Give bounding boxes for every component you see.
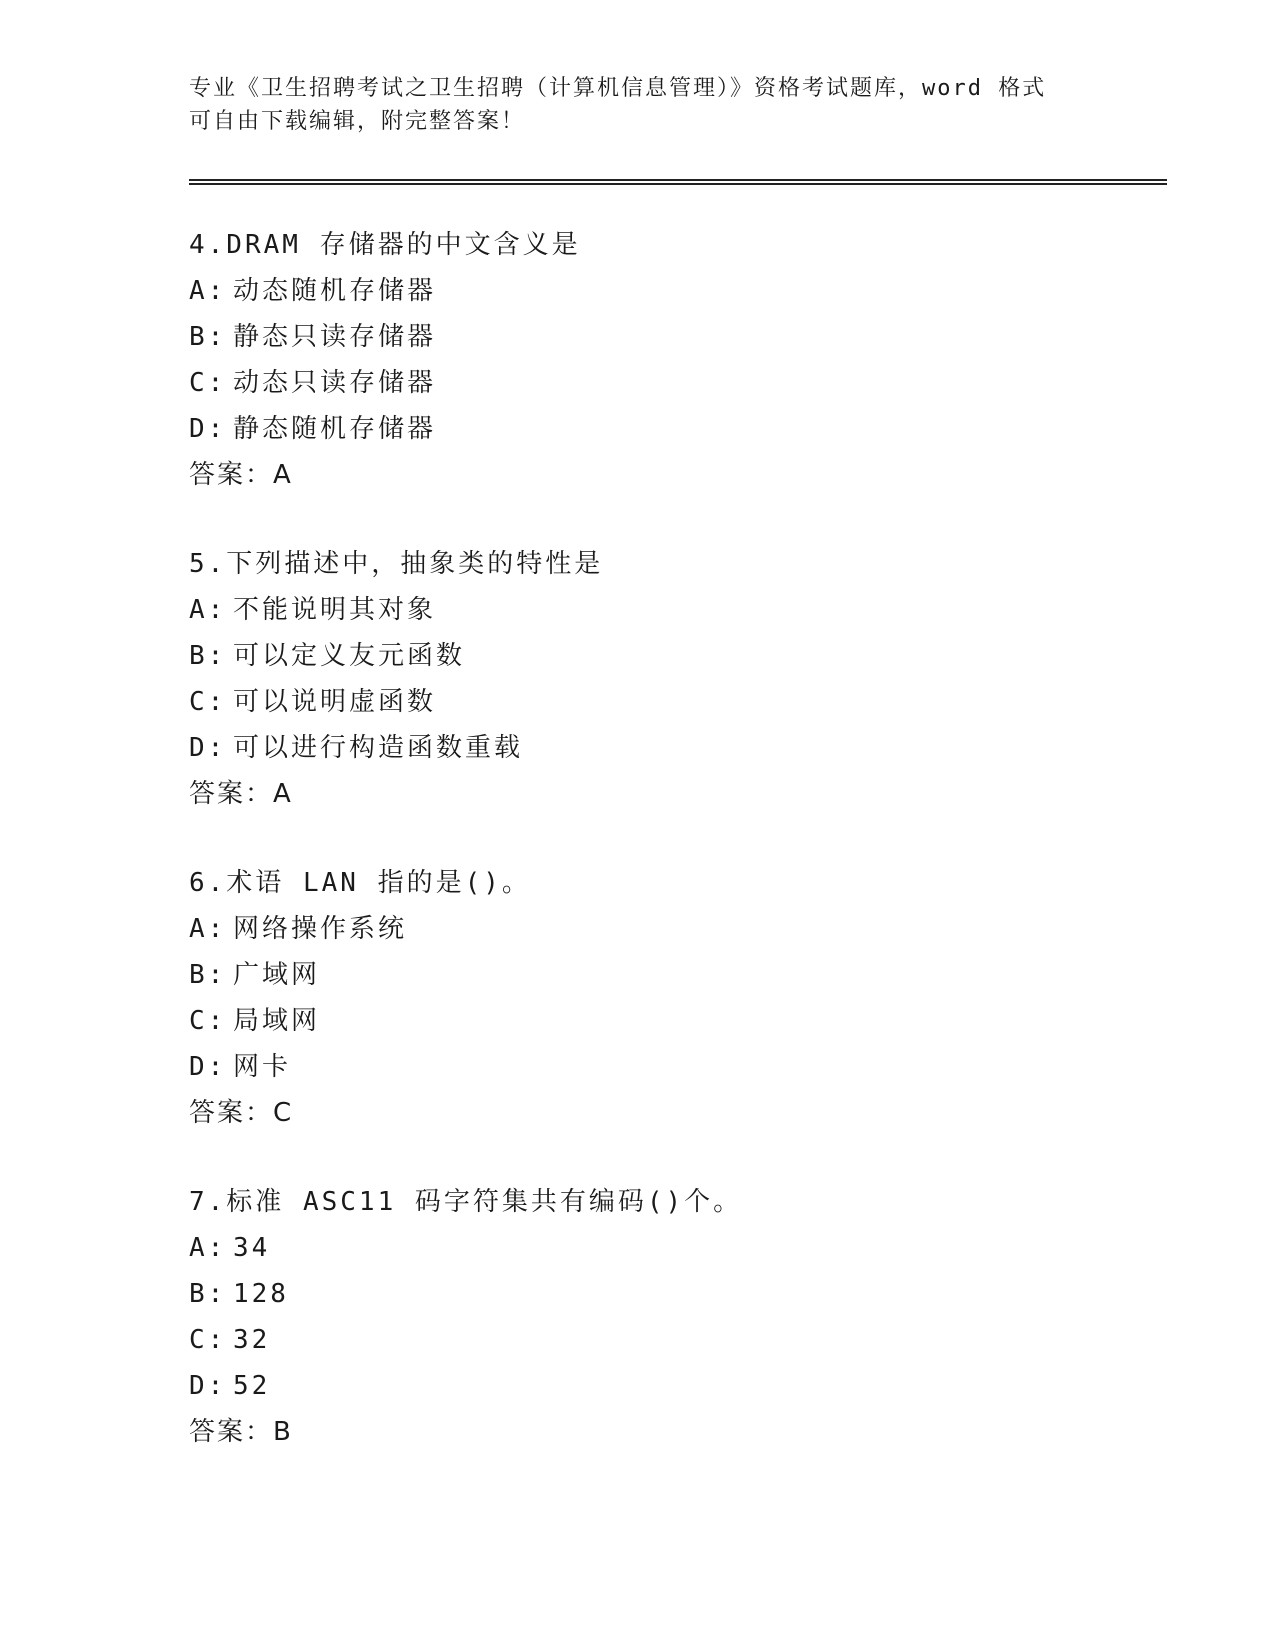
option-key: C: [189, 1325, 227, 1355]
option-text: 可以定义友元函数 [233, 641, 466, 671]
option-text: 广域网 [233, 960, 321, 990]
option-key: C: [189, 368, 227, 398]
header-divider [189, 179, 1167, 185]
option-text: 局域网 [233, 1006, 321, 1036]
option-c [189, 679, 1169, 725]
answer-line: 答案：A [189, 779, 293, 809]
option-key: B: [189, 1279, 227, 1309]
option-b [189, 314, 1169, 360]
option-key: A: [189, 276, 227, 306]
question-title: 6.术语 LAN 指的是()。 [189, 868, 531, 898]
question-4 [189, 222, 1169, 498]
option-b [189, 1271, 1169, 1317]
option-a [189, 268, 1169, 314]
header-line-2: 可自由下载编辑，附完整答案！ [189, 109, 526, 134]
option-key: A: [189, 595, 227, 625]
option-c [189, 998, 1169, 1044]
question-title: 5.下列描述中，抽象类的特性是 [189, 549, 604, 579]
option-text: 静态随机存储器 [233, 414, 437, 444]
option-text: 网卡 [233, 1052, 292, 1082]
option-text: 网络操作系统 [233, 914, 408, 944]
question-5 [189, 541, 1169, 817]
header-line-1: 专业《卫生招聘考试之卫生招聘（计算机信息管理）》资格考试题库，word 格式 [189, 76, 1047, 101]
option-a [189, 906, 1169, 952]
answer-line: 答案：A [189, 460, 293, 490]
question-title: 7.标准 ASC11 码字符集共有编码()个。 [189, 1187, 743, 1217]
option-key: A: [189, 1233, 227, 1263]
option-c [189, 1317, 1169, 1363]
option-key: B: [189, 960, 227, 990]
option-text: 可以说明虚函数 [233, 687, 437, 717]
option-key: A: [189, 914, 227, 944]
option-text: 32 [233, 1325, 271, 1355]
option-key: B: [189, 641, 227, 671]
option-key: C: [189, 687, 227, 717]
option-key: D: [189, 414, 227, 444]
answer-line: 答案：C [189, 1098, 294, 1128]
option-b [189, 952, 1169, 998]
option-key: D: [189, 1371, 227, 1401]
option-d [189, 1363, 1169, 1409]
option-text: 动态只读存储器 [233, 368, 437, 398]
question-title: 4.DRAM 存储器的中文含义是 [189, 230, 581, 260]
option-key: D: [189, 733, 227, 763]
option-d [189, 406, 1169, 452]
option-a [189, 1225, 1169, 1271]
option-key: D: [189, 1052, 227, 1082]
option-text: 128 [233, 1279, 289, 1309]
answer-line: 答案：B [189, 1417, 293, 1447]
option-key: B: [189, 322, 227, 352]
option-c [189, 360, 1169, 406]
option-d [189, 1044, 1169, 1090]
question-7 [189, 1179, 1169, 1455]
option-text: 可以进行构造函数重载 [233, 733, 524, 763]
document-header [189, 72, 1089, 138]
option-text: 不能说明其对象 [233, 595, 437, 625]
option-text: 动态随机存储器 [233, 276, 437, 306]
option-text: 静态只读存储器 [233, 322, 437, 352]
option-d [189, 725, 1169, 771]
option-a [189, 587, 1169, 633]
option-b [189, 633, 1169, 679]
option-text: 34 [233, 1233, 271, 1263]
option-key: C: [189, 1006, 227, 1036]
question-6 [189, 860, 1169, 1136]
option-text: 52 [233, 1371, 271, 1401]
